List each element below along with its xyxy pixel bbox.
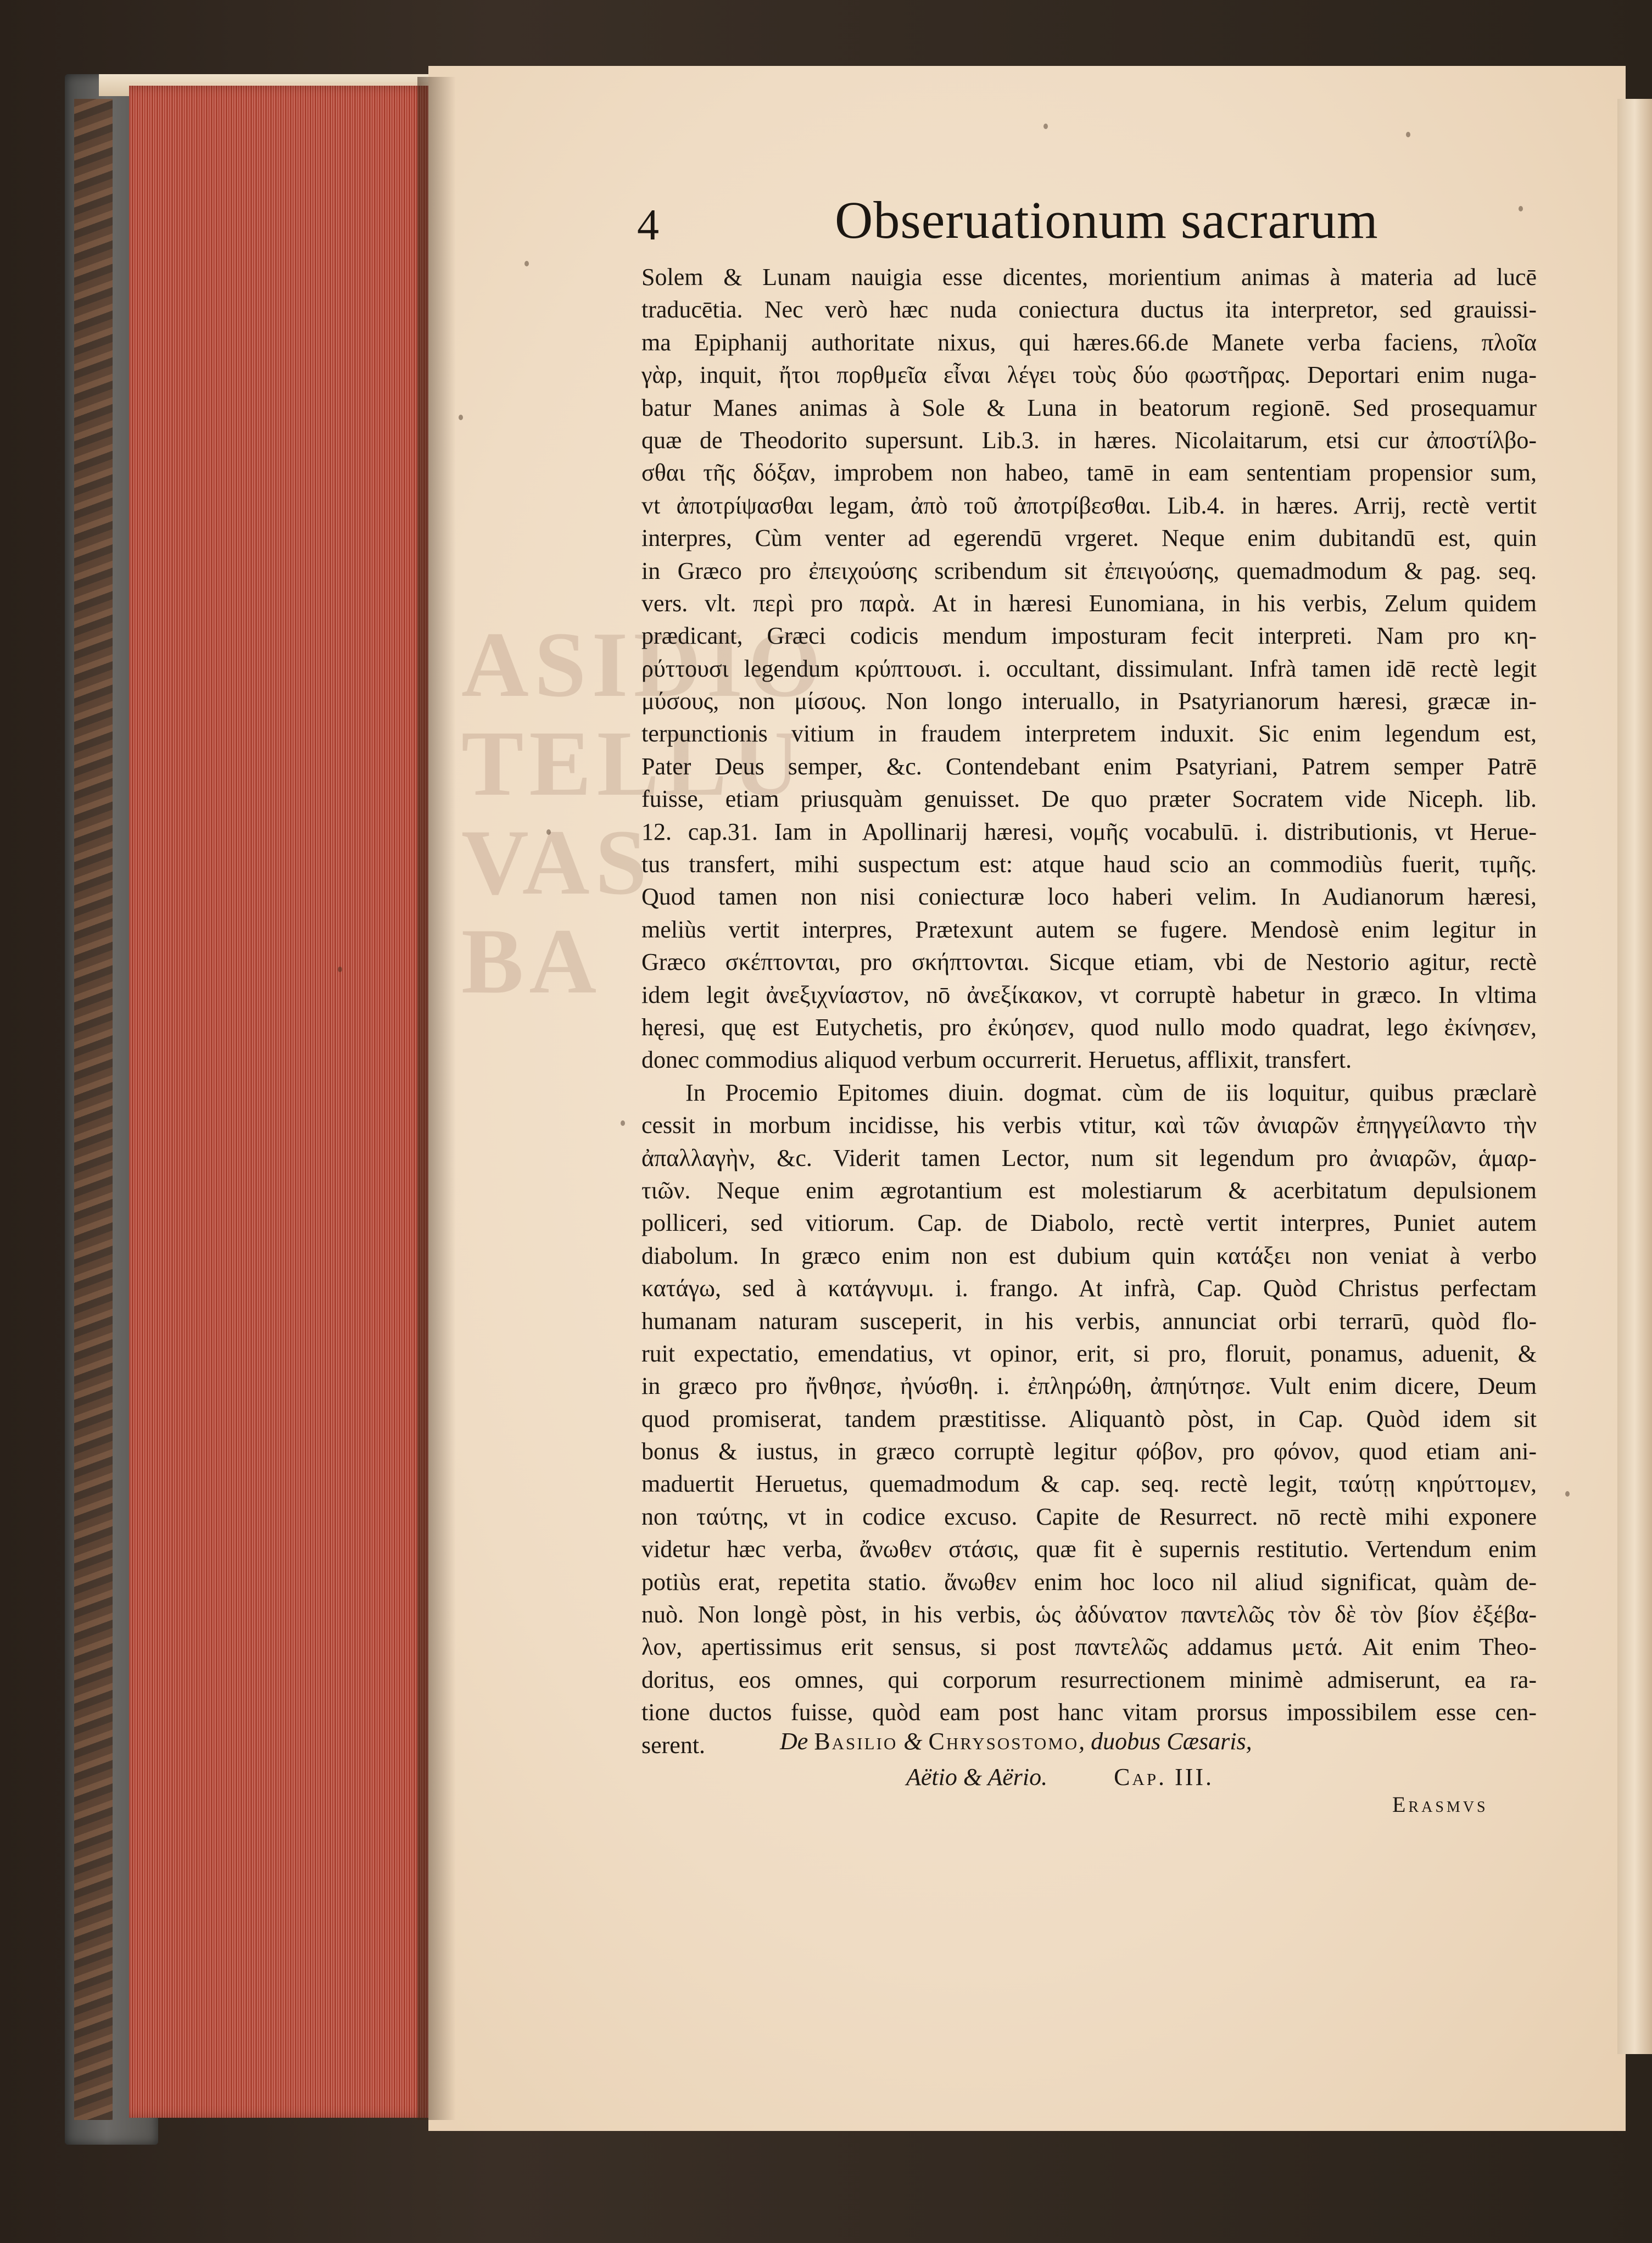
text-line: σθαι τῆς δόξαν, improbem non habeo, tamē in eam sententiam propensior sum, — [641, 459, 1537, 487]
chapter-basilio: Basilio — [814, 1728, 898, 1755]
text-line: γὰρ, inquit, ἤτοι πορθμεῖα εἶναι λέγει τοὺς δύο φωστῆρας. Deportari enim nuga- — [641, 361, 1537, 389]
paper-speck — [524, 261, 529, 266]
text-line: Græco σκέπτονται, pro σκήπτονται. Sicque etiam, vbi de Nestorio agitur, rectè — [641, 948, 1537, 976]
text-line: κατάγω, sed à κατάγνυμι. i. frango. At infrà, Cap. Quòd Christus perfectam — [641, 1275, 1537, 1302]
cover-marbling — [74, 99, 113, 2120]
text-line: maduertit Heruetus, quemadmodum & cap. seq. rectè legit, ταύτῃ κηρύττομεν, — [641, 1470, 1537, 1498]
paper-speck — [1406, 132, 1410, 137]
text-line: ruit expectatio, emendatius, vt opinor, erit, si pro, floruit, ponamus, aduenit, & — [641, 1340, 1537, 1367]
text-line: tus transfert, mihi suspectum est: atque haud scio an commodiùs fuerit, τιμῆς. — [641, 851, 1537, 878]
text-line: potiùs erat, repetita statio. ἄνωθεν enim hoc loco nil aliud significat, quàm de- — [641, 1568, 1537, 1595]
chapter-et-2: & — [963, 1764, 983, 1790]
paper-speck — [1043, 124, 1048, 129]
paper-speck — [546, 829, 551, 835]
text-line: terpunctionis vitium in fraudem interpretem induxit. Sic enim legendum est, — [641, 720, 1537, 747]
chapter-number: Cap. III. — [1114, 1764, 1214, 1790]
paragraph-2 — [641, 1076, 1537, 1761]
text-line: tione ductos fuisse, quòd eam post hanc vitam prorsus impossibilem esse cen- — [641, 1699, 1537, 1726]
page-fore-edge — [129, 82, 428, 2118]
text-body — [641, 261, 1537, 1761]
text-line: fuisse, etiam priusquàm genuisset. De quo præter Socratem vide Niceph. lib. — [641, 785, 1537, 813]
gutter-shadow — [417, 77, 456, 2120]
text-line: cessit in morbum incidisse, his verbis vtitur, καὶ τῶν ἀνιαρῶν ἐπηγγείλαντο τὴν — [641, 1112, 1537, 1139]
text-line: videtur hæc verba, ἄνωθεν στάσις, quæ fit è supernis restitutio. Vertendum enim — [641, 1536, 1537, 1563]
text-line: τιῶν. Neque enim ægrotantium est molestiarum & acerbitatum depulsionem — [641, 1176, 1537, 1204]
chapter-et-1: & — [903, 1728, 923, 1755]
text-line: λον, apertissimus erit sensus, si post παντελῶς addamus μετά. Ait enim Theo- — [641, 1633, 1537, 1661]
text-line: batur Manes animas à Sole & Luna in beatorum regionē. Sed prosequamur — [641, 394, 1537, 421]
chapter-de: De — [780, 1728, 808, 1755]
running-head: Obseruationum sacrarum — [835, 191, 1378, 249]
page-number: 4 — [637, 201, 659, 249]
text-line: serent. — [641, 1731, 706, 1759]
text-line: in græco pro ἤνθησε, ἠνύσθη. i. ἐπληρώθη, ἀπηύτησε. Vult enim dicere, Deum — [641, 1372, 1537, 1400]
text-line: ρύττουσι legendum κρύπτουσι. i. occultant, dissimulant. Infrà tamen idē rectè legit — [641, 655, 1537, 682]
paper-speck — [459, 415, 463, 420]
paragraph-1 — [641, 261, 1537, 1076]
chapter-heading-line-1 — [780, 1727, 1494, 1755]
text-line: vt ἀποτρίψασθαι legam, ἀπὸ τοῦ ἀποτρίβεσθαι. Lib.4. in hæres. Arrij, rectè vertit — [641, 492, 1537, 519]
text-line: idem legit ἀνεξιχνίαστον, nō ἀνεξίκακον, vt corruptè habetur in græco. In vltima — [641, 981, 1537, 1008]
text-line: Pater Deus semper, &c. Contendebant enim Psatyriani, Patrem semper Patrē — [641, 752, 1537, 780]
text-line: interpres, Cùm venter ad egerendū vrgeret. Neque enim dubitandū est, quin — [641, 525, 1537, 552]
paper-speck — [1519, 206, 1523, 211]
paper-speck — [1565, 1491, 1570, 1497]
catchword: Erasmvs — [1392, 1792, 1488, 1817]
text-line: doritus, eos omnes, qui corporum resurrectionem minimè admiserunt, ea ra- — [641, 1666, 1537, 1693]
text-line: nuò. Non longè pòst, in his verbis, ὡς ἀδύνατον παντελῶς τὸν δὲ τὸν βίον ἐξέβα- — [641, 1601, 1537, 1628]
bleed-through-text: ASIDIO TELLU VAS BA — [461, 613, 827, 1013]
text-line: non ταύτης, vt in codice excuso. Capite de Resurrect. nō rectè mihi exponere — [641, 1503, 1537, 1530]
text-line: ma Epiphanij authoritate nixus, qui hæres.66.de Manete verba faciens, πλοῖα — [641, 328, 1537, 356]
facing-page-edge — [1617, 99, 1652, 2054]
chapter-aerio: Aërio. — [987, 1764, 1048, 1790]
chapter-chrysostomo: Chrysostomo — [928, 1728, 1079, 1755]
text-line: diabolum. In græco enim non est dubium quin κατάξει non veniat à verbo — [641, 1242, 1537, 1269]
text-line: donec commodius aliquod verbum occurrerit. Heruetus, afflixit, transfert. — [641, 1046, 1352, 1074]
text-line: Solem & Lunam nauigia esse dicentes, morientium animas à materia ad lucē — [641, 264, 1537, 291]
text-line: prædicant, Græci codicis mendum imposturam fecit interpreti. Nam pro κη- — [641, 622, 1537, 650]
chapter-heading-line-2 — [780, 1763, 1494, 1791]
text-line: 12. cap.31. Iam in Apollinarij hæresi, νομῆς vocabulū. i. distributionis, vt Herue- — [641, 818, 1537, 845]
text-line: μύσους, non μίσους. Non longo interuallo, in Psatyrianorum hæresi, græcæ in- — [641, 688, 1537, 715]
text-line: ἀπαλλαγὴν, &c. Viderit tamen Lector, num sit legendum pro ἀνιαρῶν, ἁμαρ- — [641, 1144, 1537, 1171]
text-line: quod promiserat, tandem præstitisse. Aliquantò pòst, in Cap. Quòd idem sit — [641, 1405, 1537, 1432]
chapter-duobus: , duobus Cæsaris, — [1079, 1728, 1252, 1755]
text-line: In Procemio Epitomes diuin. dogmat. cùm de iis loquitur, quibus præclarè — [685, 1079, 1537, 1106]
text-line: hęresi, quę est Eutychetis, pro ἐκύησεν, quod nullo modo quadrat, lego ἐκίνησεν, — [641, 1013, 1537, 1041]
chapter-heading — [780, 1727, 1494, 1791]
text-line: polliceri, sed vitiorum. Cap. de Diabolo, rectè vertit interpres, Puniet autem — [641, 1209, 1537, 1237]
text-line: vers. vlt. περὶ pro παρὰ. At in hæresi Eunomiana, in his verbis, Zelum quidem — [641, 589, 1537, 617]
paper-speck — [621, 1120, 625, 1126]
text-line: quæ de Theodorito supersunt. Lib.3. in hæres. Nicolaitarum, etsi cur ἀποστίλβο- — [641, 426, 1537, 454]
text-line: meliùs vertit interpres, Prætexunt autem se fugere. Mendosè enim legitur in — [641, 916, 1537, 943]
text-line: in Græco pro ἐπειχούσης scribendum sit ἐπειγούσης, quemadmodum & pag. seq. — [641, 557, 1537, 584]
text-line: Quod tamen non nisi coniecturæ loco haberi velim. In Audianorum hæresi, — [641, 883, 1537, 911]
text-line: humanam naturam susceperit, in his verbis, annunciat orbi terrarū, quòd flo- — [641, 1307, 1537, 1335]
chapter-aetio: Aëtio — [906, 1764, 957, 1790]
text-line: bonus & iustus, in græco corruptè legitur φόβον, pro φόνον, quod etiam ani- — [641, 1438, 1537, 1465]
paper-speck — [338, 967, 342, 972]
text-line: traducētia. Nec verò hæc nuda coniectura ductus ita interpretor, sed grauissi- — [641, 296, 1537, 323]
